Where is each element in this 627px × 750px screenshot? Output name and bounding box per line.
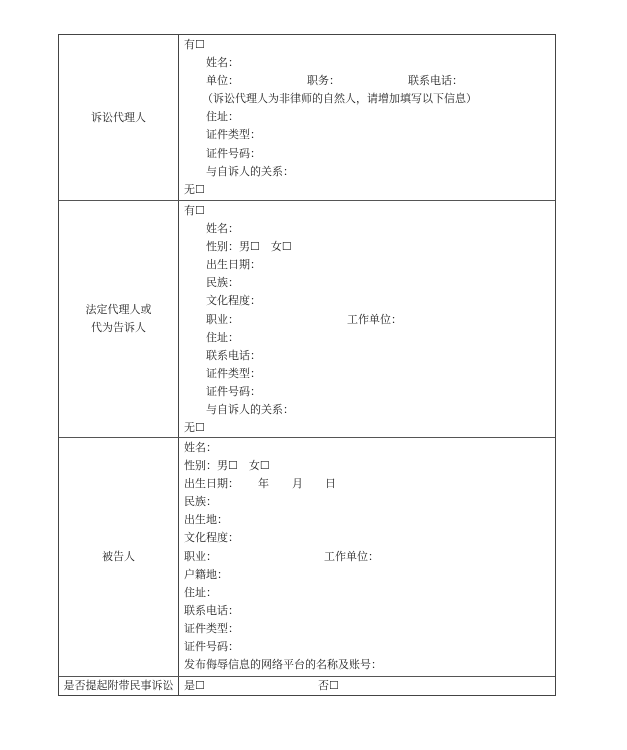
complaint-form-table	[58, 34, 556, 696]
legal-rep-birth-field[interactable]: 出生日期：	[206, 258, 261, 272]
defendant-birth-year: 年	[258, 477, 269, 491]
legal-rep-occupation-line	[184, 311, 555, 329]
defendant-id-type-field[interactable]: 证件类型：	[184, 621, 239, 635]
agent-name-field[interactable]: 姓名：	[206, 56, 239, 70]
legal-rep-phone-field[interactable]: 联系电话：	[206, 348, 261, 362]
defendant-id-number-field[interactable]: 证件号码：	[184, 640, 239, 654]
agent-id-type-field[interactable]: 证件类型：	[206, 128, 261, 142]
agent-address-field[interactable]: 住址：	[206, 110, 239, 124]
legal-rep-label	[59, 201, 179, 437]
agent-phone-field[interactable]: 联系电话：	[408, 74, 463, 88]
agent-row	[59, 35, 555, 200]
defendant-education-field[interactable]: 文化程度：	[184, 531, 239, 545]
civil-suit-yes-checkbox[interactable]: 是☐	[184, 679, 205, 692]
legal-rep-name-field[interactable]: 姓名：	[206, 222, 239, 236]
defendant-birth-month: 月	[292, 477, 303, 491]
legal-rep-education-field[interactable]: 文化程度：	[206, 294, 261, 308]
legal-rep-has-checkbox[interactable]: 有☐	[184, 204, 205, 217]
agent-relation-field[interactable]: 与自诉人的关系：	[206, 164, 294, 178]
defendant-ethnicity-field[interactable]: 民族：	[184, 495, 217, 509]
legal-rep-employer-field[interactable]: 工作单位：	[347, 312, 402, 326]
defendant-address-field[interactable]: 住址：	[184, 585, 217, 599]
defendant-occupation-line	[184, 548, 555, 566]
agent-label: 诉讼代理人	[59, 35, 179, 200]
defendant-gender-field[interactable]: 性别：男☐ 女☐	[184, 459, 270, 473]
agent-unit-field[interactable]: 单位：	[206, 74, 239, 88]
defendant-birthplace-field[interactable]: 出生地：	[184, 513, 228, 527]
legal-rep-relation-field[interactable]: 与自诉人的关系：	[206, 403, 294, 417]
legal-rep-id-number-field[interactable]: 证件号码：	[206, 384, 261, 398]
legal-rep-row	[59, 200, 555, 437]
civil-suit-content	[179, 677, 555, 695]
legal-rep-address-field[interactable]: 住址：	[206, 330, 239, 344]
agent-note: （诉讼代理人为非律师的自然人，请增加填写以下信息）	[202, 92, 477, 106]
legal-rep-content	[179, 201, 555, 437]
legal-rep-label-line1: 法定代理人或	[85, 303, 152, 316]
defendant-birth-field[interactable]: 出生日期：	[184, 477, 239, 491]
civil-suit-no-checkbox[interactable]: 否☐	[318, 679, 339, 692]
defendant-birth-line	[184, 475, 555, 493]
defendant-content	[179, 438, 555, 676]
agent-content	[179, 35, 555, 200]
defendant-phone-field[interactable]: 联系电话：	[184, 603, 239, 617]
legal-rep-label-line2: 代为告诉人	[91, 321, 146, 334]
agent-has-checkbox[interactable]: 有☐	[184, 38, 205, 51]
defendant-label: 被告人	[59, 438, 179, 676]
defendant-employer-field[interactable]: 工作单位：	[324, 549, 379, 563]
defendant-occupation-field[interactable]: 职业：	[184, 549, 217, 563]
defendant-name-field[interactable]: 姓名：	[184, 441, 217, 454]
legal-rep-none-checkbox[interactable]: 无☐	[184, 421, 205, 435]
civil-suit-row	[59, 676, 555, 695]
legal-rep-id-type-field[interactable]: 证件类型：	[206, 366, 261, 380]
civil-suit-label: 是否提起附带民事诉讼	[59, 677, 179, 695]
legal-rep-ethnicity-field[interactable]: 民族：	[206, 276, 239, 290]
defendant-row	[59, 437, 555, 676]
agent-position-field[interactable]: 职务：	[307, 74, 340, 88]
legal-rep-gender-field[interactable]: 性别：男☐ 女☐	[206, 240, 292, 254]
agent-unit-line	[184, 72, 555, 90]
defendant-birth-day: 日	[325, 477, 336, 491]
defendant-platform-field[interactable]: 发布侮辱信息的网络平台的名称及账号：	[184, 658, 382, 672]
agent-none-checkbox[interactable]: 无☐	[184, 182, 205, 196]
defendant-household-field[interactable]: 户籍地：	[184, 567, 228, 581]
civil-suit-options	[184, 677, 555, 695]
legal-rep-occupation-field[interactable]: 职业：	[206, 312, 239, 326]
agent-id-number-field[interactable]: 证件号码：	[206, 146, 261, 160]
